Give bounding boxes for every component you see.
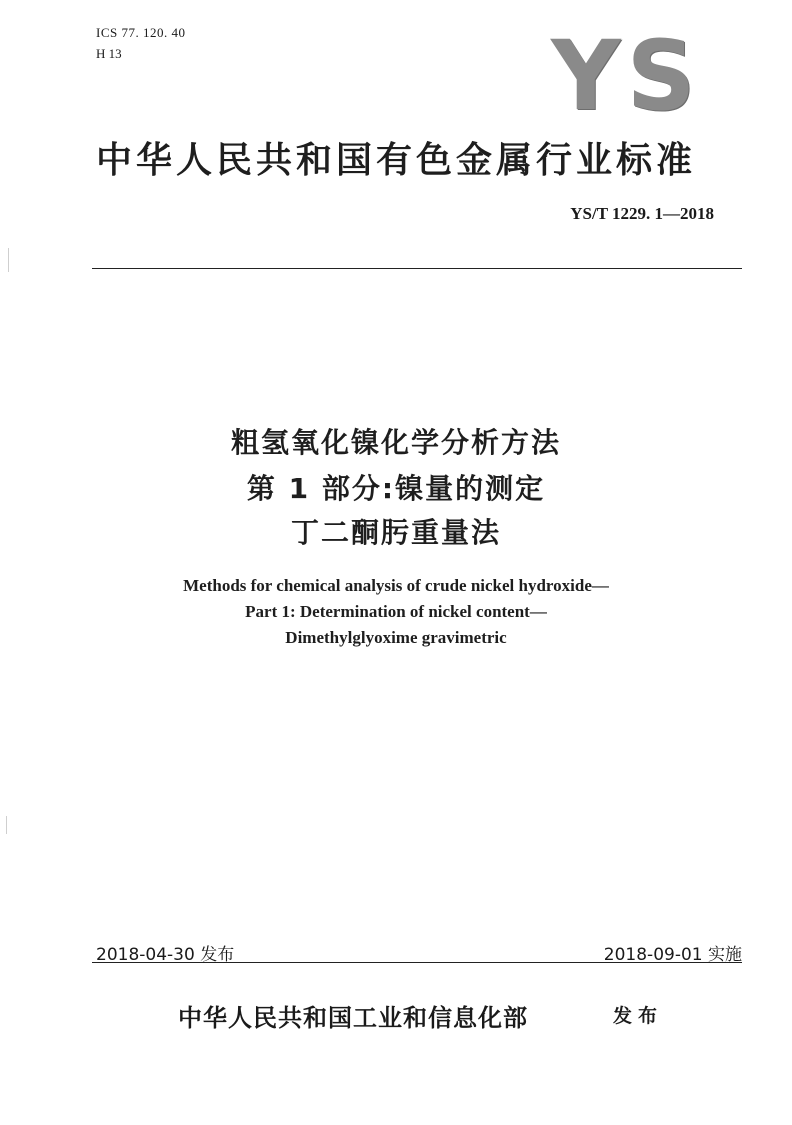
en-title-line-2: Part 1: Determination of nickel content— (245, 602, 547, 621)
header-divider (92, 268, 742, 269)
implement-date: 2018-09-01 实施 (603, 945, 742, 965)
zh-title-line-2: 第 1 部分:镍量的测定 (246, 472, 546, 505)
issuing-authority: 中华人民共和国工业和信息化部 (178, 1003, 528, 1032)
scan-mark (6, 816, 7, 834)
footer-divider (92, 962, 742, 963)
standard-category-title: 中华人民共和国有色金属行业标准 (95, 140, 696, 181)
ccs-code: H 13 (96, 46, 122, 61)
scan-mark (8, 248, 9, 272)
zh-title-line-1: 粗氢氧化镍化学分析方法 (230, 426, 561, 459)
en-title-line-3: Dimethylglyoxime gravimetric (285, 628, 507, 647)
standard-number: YS/T 1229. 1—2018 (570, 204, 714, 223)
ics-code: ICS 77. 120. 40 (96, 25, 186, 40)
ys-logo: YS (551, 20, 702, 132)
en-title-line-1: Methods for chemical analysis of crude nickel hydroxide— (183, 576, 609, 595)
issue-label: 发布 (613, 1005, 664, 1027)
zh-title-line-3: 丁二酮肟重量法 (290, 516, 501, 549)
publish-date: 2018-04-30 发布 (96, 945, 235, 965)
